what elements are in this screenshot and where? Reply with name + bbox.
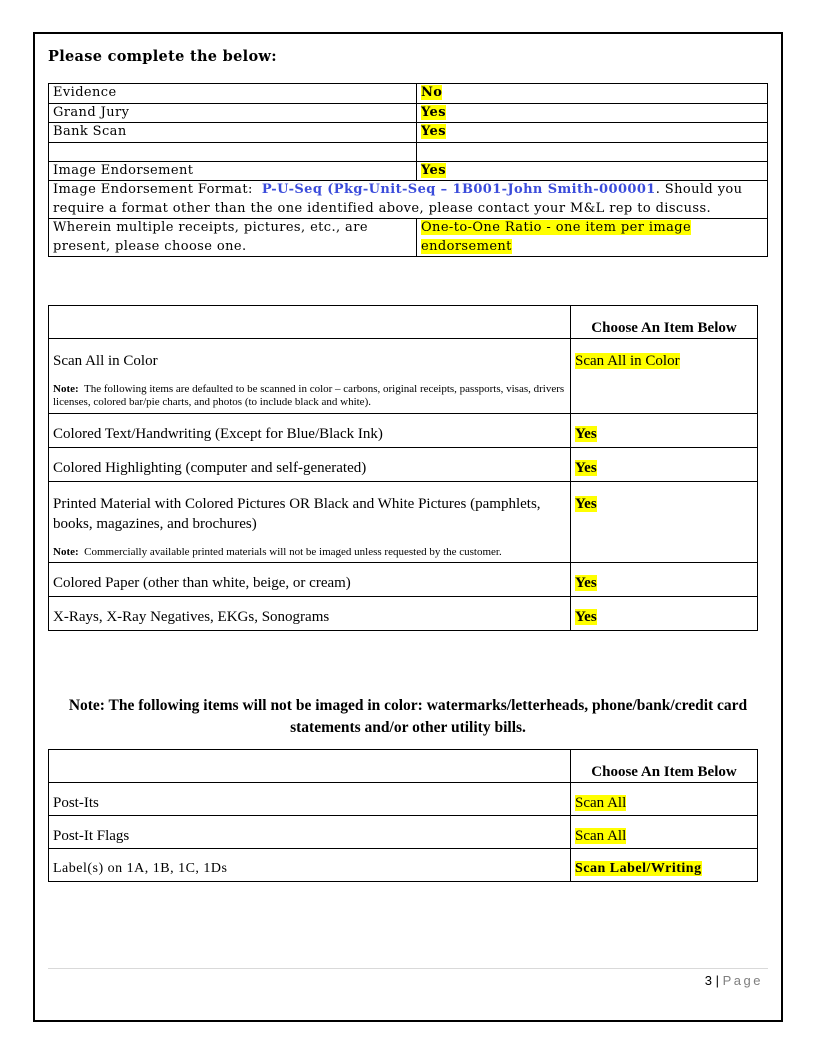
row-label: Image Endorsement bbox=[49, 161, 417, 181]
table-row-format bbox=[49, 181, 768, 219]
table-row-empty bbox=[49, 142, 768, 161]
value-xrays[interactable]: Yes bbox=[575, 609, 597, 625]
value-printed-material[interactable]: Yes bbox=[575, 496, 597, 512]
table-row bbox=[49, 563, 758, 597]
value-scan-all-color[interactable]: Scan All in Color bbox=[575, 353, 680, 369]
row-value[interactable] bbox=[571, 563, 758, 597]
table-row bbox=[49, 849, 758, 882]
row-value[interactable] bbox=[571, 597, 758, 631]
table-row bbox=[49, 103, 768, 123]
row-label: Colored Paper (other than white, beige, or cream) bbox=[49, 563, 571, 597]
row-value[interactable] bbox=[417, 123, 768, 143]
row-label: Evidence bbox=[49, 84, 417, 104]
note-text: Commercially available printed materials will not be imaged unless requested by the customer. bbox=[84, 546, 502, 558]
row-value[interactable] bbox=[417, 219, 768, 257]
postit-options-table bbox=[48, 749, 758, 882]
row-value[interactable] bbox=[417, 103, 768, 123]
row-label-cell bbox=[49, 482, 571, 563]
row-value[interactable] bbox=[571, 816, 758, 849]
row-label: Wherein multiple receipts, pictures, etc., are present, please choose one. bbox=[49, 219, 417, 257]
table-row bbox=[49, 597, 758, 631]
value-colored-text[interactable]: Yes bbox=[575, 426, 597, 442]
footer-divider bbox=[48, 968, 768, 969]
format-cell bbox=[49, 181, 768, 219]
row-value[interactable] bbox=[417, 84, 768, 104]
note-label: Note: bbox=[53, 546, 79, 558]
color-options-table bbox=[48, 305, 758, 631]
settings-table bbox=[48, 83, 768, 257]
column-header: Choose An Item Below bbox=[571, 750, 758, 783]
table-row bbox=[49, 448, 758, 482]
table-header-row bbox=[49, 750, 758, 783]
row-label-cell bbox=[49, 339, 571, 414]
header-empty bbox=[49, 306, 571, 339]
table-row bbox=[49, 123, 768, 143]
table-row bbox=[49, 482, 758, 563]
value-colored-paper[interactable]: Yes bbox=[575, 575, 597, 591]
section-heading: Please complete the below: bbox=[48, 48, 277, 65]
value-post-its[interactable]: Scan All bbox=[575, 795, 627, 811]
row-value[interactable] bbox=[571, 849, 758, 882]
row-label: Colored Highlighting (computer and self-generated) bbox=[49, 448, 571, 482]
value-grand-jury[interactable]: Yes bbox=[421, 104, 446, 120]
value-labels[interactable]: Scan Label/Writing bbox=[575, 861, 702, 876]
table-row bbox=[49, 219, 768, 257]
row-value[interactable] bbox=[571, 339, 758, 414]
row-value[interactable] bbox=[571, 448, 758, 482]
color-exclusion-note: Note: The following items will not be imaged in color: watermarks/letterheads, phone/bank/credit card statements and/or other utility bills. bbox=[68, 697, 748, 736]
footer-separator: | bbox=[715, 973, 719, 988]
row-label: X-Rays, X-Ray Negatives, EKGs, Sonograms bbox=[49, 597, 571, 631]
row-label: Post-Its bbox=[49, 783, 571, 816]
row-label: Colored Text/Handwriting (Except for Blue/Black Ink) bbox=[49, 414, 571, 448]
row-label: Printed Material with Colored Pictures OR Black and White Pictures (pamphlets, books, magazines, and brochures) bbox=[53, 496, 541, 532]
row-label: Scan All in Color bbox=[53, 353, 158, 369]
value-image-endorsement[interactable]: Yes bbox=[421, 162, 446, 178]
column-header: Choose An Item Below bbox=[571, 306, 758, 339]
table-row bbox=[49, 161, 768, 181]
value-evidence[interactable]: No bbox=[421, 85, 443, 100]
row-value[interactable] bbox=[417, 161, 768, 181]
table-row bbox=[49, 783, 758, 816]
row-value bbox=[417, 142, 768, 161]
row-value[interactable] bbox=[571, 783, 758, 816]
format-suffix: . Should you require a format other than the one identified above, please contact your M&L rep to discuss. bbox=[53, 182, 743, 216]
format-value: P-U-Seq (Pkg-Unit-Seq – 1B001-John Smith-000001 bbox=[261, 182, 656, 197]
note-label: Note: bbox=[53, 383, 79, 395]
table-row bbox=[49, 414, 758, 448]
value-bank-scan[interactable]: Yes bbox=[421, 124, 446, 139]
page-number: 3 bbox=[704, 973, 712, 988]
value-multi-ratio[interactable]: One-to-One Ratio - one item per image endorsement bbox=[421, 220, 692, 254]
format-prefix: Image Endorsement Format: bbox=[53, 182, 253, 197]
row-label bbox=[49, 142, 417, 161]
note-text: The following items are defaulted to be scanned in color – carbons, original receipts, passports, visas, drivers licenses, colored bar/pie charts, and photos (to include black and white). bbox=[53, 383, 565, 408]
row-label: Label(s) on 1A, 1B, 1C, 1Ds bbox=[49, 849, 571, 882]
page-word: Page bbox=[722, 973, 763, 988]
table-row bbox=[49, 84, 768, 104]
row-note bbox=[53, 546, 566, 559]
row-value[interactable] bbox=[571, 482, 758, 563]
value-post-it-flags[interactable]: Scan All bbox=[575, 828, 627, 844]
header-empty bbox=[49, 750, 571, 783]
value-colored-highlighting[interactable]: Yes bbox=[575, 460, 597, 476]
table-row bbox=[49, 339, 758, 414]
row-value[interactable] bbox=[571, 414, 758, 448]
table-row bbox=[49, 816, 758, 849]
row-label: Post-It Flags bbox=[49, 816, 571, 849]
page-footer bbox=[705, 973, 763, 988]
table-header-row bbox=[49, 306, 758, 339]
row-label: Bank Scan bbox=[49, 123, 417, 143]
row-note bbox=[53, 383, 566, 409]
row-label: Grand Jury bbox=[49, 103, 417, 123]
